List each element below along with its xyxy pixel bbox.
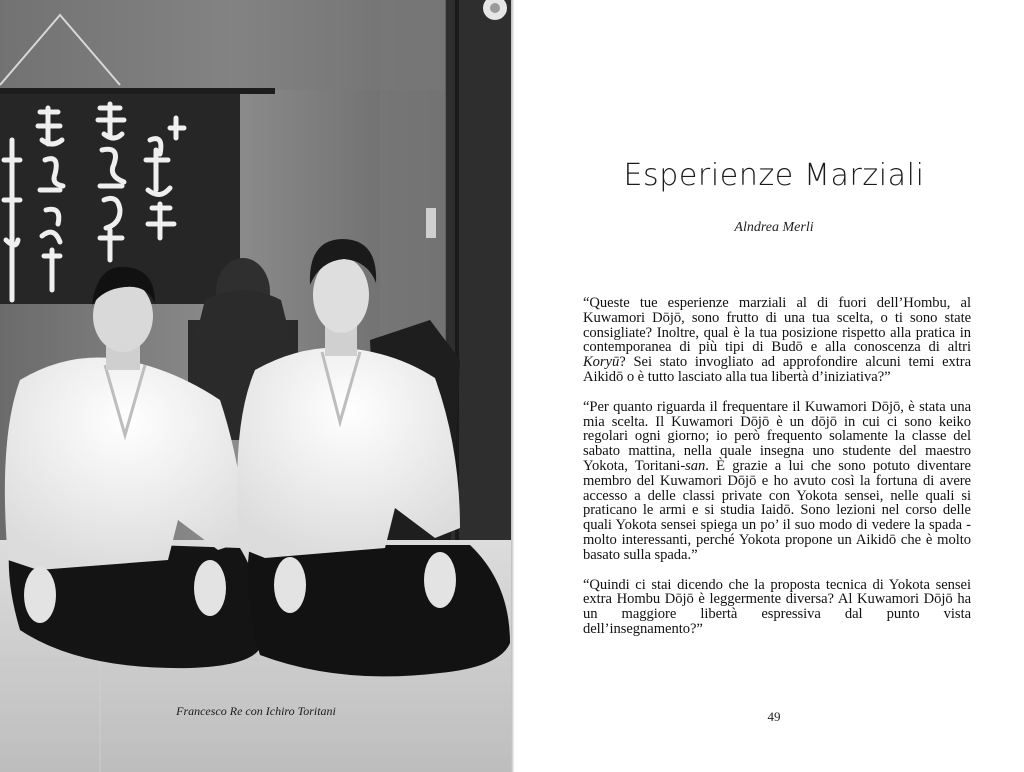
page-number: 49 [767,709,781,724]
article-title: Esperienze Marziali [623,158,925,193]
right-page [514,0,1024,772]
italic-term: san [685,457,706,474]
paragraph-text: “Queste tue esperienze marziali al di fuori dell’Hombu, al Kuwamori Dōjō, sono frutto di una tua scelta, o ti sono state consigliate? Inoltre, qual è la tua posizione rispetto alla pratica in contemporanea di più tipi di Budō e alla conoscenza di altri [583,295,971,356]
photo-caption: Francesco Re con Ichiro Toritani [176,704,336,718]
paragraph-text: “Quindi ci stai dicendo che la proposta tecnica di Yokota sensei extra Hombu Dōjō è leggermente diversa? Al Kuwamori Dōjō ha un maggiore libertà espressiva dal punto vista dell’insegnamento?” [583,576,971,637]
interview-answer [583,400,971,563]
article-body [583,296,971,652]
paragraph-text: “Per quanto riguarda il frequentare il Kuwamori Dōjō, è stata una mia scelta. Il Kuwamori Dōjō è un dōjō in cui ci sono keiko regolari ogni giorno; io però frequento solamente la classe del sabato mattina, nella quale insegna uno studente del maestro Yokota, Toritani- [583,398,971,474]
article-author: Alndrea Merli [734,220,814,235]
paragraph-text: ? Sei stato invogliato ad approfondire alcuni temi extra Aikidō o è tutto lasciato alla tua libertà d’iniziativa?” [583,354,971,385]
paragraph-text: . È grazie a lui che sono potuto diventare membro del Kuwamori Dōjō e ho avuto così la fortuna di avere accesso a delle classi private con Yokota sensei, nelle quali si praticano le armi e si studia Iaidō. Sono lezioni nel corso delle quali Yokota sensei spiega un po’ il suo modo di vedere la spada - molto interessanti, perché Yokota propone un Aikidō che è molto basato sulla spada.” [583,457,971,563]
interview-question [583,296,971,385]
interview-question [583,578,971,637]
italic-term: Koryū [583,354,620,371]
